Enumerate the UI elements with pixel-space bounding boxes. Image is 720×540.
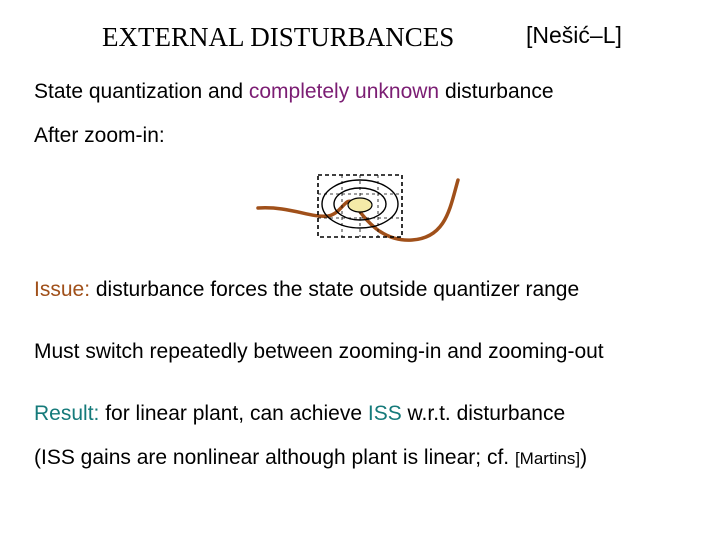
note-close: ): [580, 446, 588, 469]
iss-term: ISS: [367, 402, 402, 425]
result-text-2: w.r.t. disturbance: [401, 402, 566, 425]
martins-citation: [Martins]: [514, 449, 581, 468]
issue-label: Issue:: [34, 278, 91, 301]
iss-gains-note: [34, 446, 587, 470]
issue-line: [34, 278, 579, 302]
zoom-in-diagram: [250, 168, 470, 248]
issue-text: disturbance forces the state outside quantizer range: [90, 278, 580, 301]
switching-line: Must switch repeatedly between zooming-in and zooming-out: [34, 340, 604, 363]
reference-citation: [Nešić–L]: [526, 22, 622, 48]
result-line: [34, 402, 565, 426]
line1-pre: State quantization and: [34, 80, 249, 103]
result-text-1: for linear plant, can achieve: [99, 402, 368, 425]
note-text: (ISS gains are nonlinear although plant is linear; cf.: [34, 446, 515, 469]
slide-title: EXTERNAL DISTURBANCES: [102, 22, 455, 52]
inner-core-region: [348, 198, 372, 212]
result-label: Result:: [34, 402, 100, 425]
line1-highlight: completely unknown: [248, 80, 440, 103]
zoom-in-label: After zoom-in:: [34, 124, 165, 147]
state-quantization-line: [34, 80, 554, 104]
line1-post: disturbance: [439, 80, 554, 103]
